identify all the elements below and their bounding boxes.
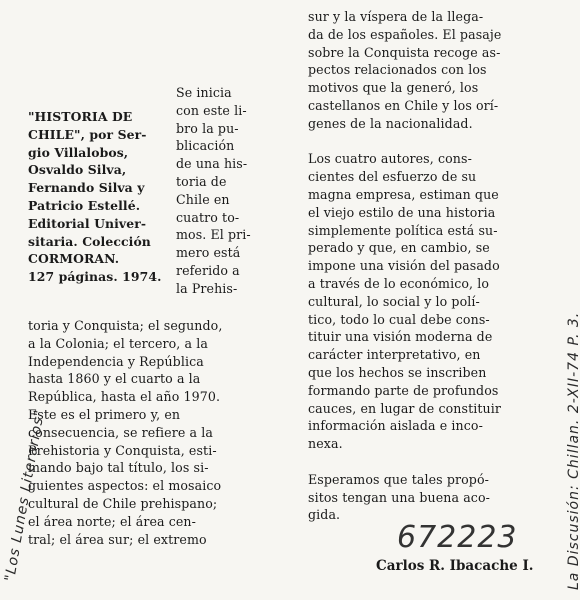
- text-line: mos. El pri-: [176, 227, 251, 243]
- text-line: guientes aspectos: el mosaico: [28, 478, 222, 494]
- text-line: cultural de Chile prehispano;: [28, 495, 218, 511]
- handwritten-left-margin-note: "Los Lunes Literarios": [2, 408, 49, 583]
- handwritten-catalog-number: 672223: [397, 520, 518, 555]
- text-line: Los cuatro autores, cons-: [308, 151, 472, 167]
- citation-line: Patricio Estellé.: [28, 197, 141, 213]
- text-line: tituir una visión moderna de: [308, 329, 493, 345]
- text-line: cientes del esfuerzo de su: [308, 169, 477, 185]
- text-line: nexa.: [308, 436, 343, 452]
- text-line: impone una visión del pasado: [308, 258, 500, 274]
- text-line: cultural, lo social y lo polí-: [308, 293, 480, 309]
- text-line: consecuencia, se refiere a la: [28, 424, 213, 440]
- text-line: simplemente política está su-: [308, 222, 498, 238]
- text-line: que los hechos se inscriben: [308, 364, 487, 380]
- text-line: blicación: [176, 138, 235, 154]
- column-2-text: [308, 8, 501, 524]
- text-line: cuatro to-: [176, 209, 240, 225]
- text-line: de una his-: [176, 156, 248, 172]
- citation-line: Osvaldo Silva,: [28, 162, 127, 178]
- text-line: cauces, en lugar de constituir: [308, 400, 501, 416]
- text-line: [308, 133, 501, 151]
- text-line: sitos tengan una buena aco-: [308, 489, 490, 505]
- text-line: toria y Conquista; el segundo,: [28, 318, 223, 333]
- text-line: [308, 453, 501, 471]
- text-line: referido a: [176, 262, 240, 278]
- column-1-narrow-text: [176, 84, 251, 298]
- text-line: a través de lo económico, lo: [308, 275, 490, 291]
- text-line: Este es el primero y, en: [28, 406, 181, 422]
- text-line: tico, todo lo cual debe cons-: [308, 311, 490, 327]
- text-line: Se inicia: [176, 85, 232, 100]
- citation-line: gio Villalobos,: [28, 144, 129, 160]
- text-line: magna empresa, estiman que: [308, 186, 499, 202]
- text-line: motivos que la generó, los: [308, 80, 479, 96]
- text-line: hasta 1860 y el cuarto a la: [28, 371, 201, 387]
- text-line: perado y que, en cambio, se: [308, 240, 490, 256]
- column-1-text: [28, 317, 222, 548]
- text-line: a la Colonia; el tercero, a la: [28, 335, 208, 351]
- text-line: Prehistoria y Conquista, esti-: [28, 442, 217, 458]
- text-line: el viejo estilo de una historia: [308, 204, 496, 220]
- text-line: Esperamos que tales propó-: [308, 471, 489, 487]
- text-line: da de los españoles. El pasaje: [308, 26, 502, 42]
- text-line: carácter interpretativo, en: [308, 347, 481, 363]
- text-line: castellanos en Chile y los orí-: [308, 97, 499, 113]
- text-line: la Prehis-: [176, 280, 238, 296]
- citation-line: Fernando Silva y: [28, 180, 145, 196]
- text-line: bro la pu-: [176, 120, 239, 136]
- text-line: con este li-: [176, 102, 247, 118]
- text-line: gida.: [308, 507, 341, 523]
- citation-line: "HISTORIA DE: [28, 109, 133, 124]
- text-line: sur y la víspera de la llega-: [308, 9, 484, 24]
- author-signature: Carlos R. Ibacache I.: [376, 558, 534, 574]
- text-line: Independencia y República: [28, 353, 204, 369]
- citation-line: CORMORAN.: [28, 251, 120, 267]
- citation-line: sitaria. Colección: [28, 233, 151, 249]
- text-line: toria de: [176, 173, 227, 189]
- citation-line: CHILE", por Ser-: [28, 126, 147, 142]
- text-line: mando bajo tal título, los si-: [28, 460, 209, 476]
- text-line: formando parte de profundos: [308, 382, 499, 398]
- text-line: República, hasta el año 1970.: [28, 389, 221, 405]
- text-line: mero está: [176, 245, 241, 261]
- text-line: pectos relacionados con los: [308, 62, 487, 78]
- citation-line: 127 páginas. 1974.: [28, 269, 162, 285]
- text-line: genes de la nacionalidad.: [308, 115, 473, 131]
- handwritten-right-margin-note: La Discusión: Chillan. 2-XII-74 P. 3.: [566, 311, 582, 590]
- text-line: el área norte; el área cen-: [28, 513, 196, 529]
- text-line: información aislada e inco-: [308, 418, 483, 434]
- text-line: sobre la Conquista recoge as-: [308, 44, 501, 60]
- citation-line: Editorial Univer-: [28, 215, 147, 231]
- book-citation: [28, 108, 168, 286]
- text-line: Chile en: [176, 191, 230, 207]
- text-line: tral; el área sur; el extremo: [28, 531, 207, 547]
